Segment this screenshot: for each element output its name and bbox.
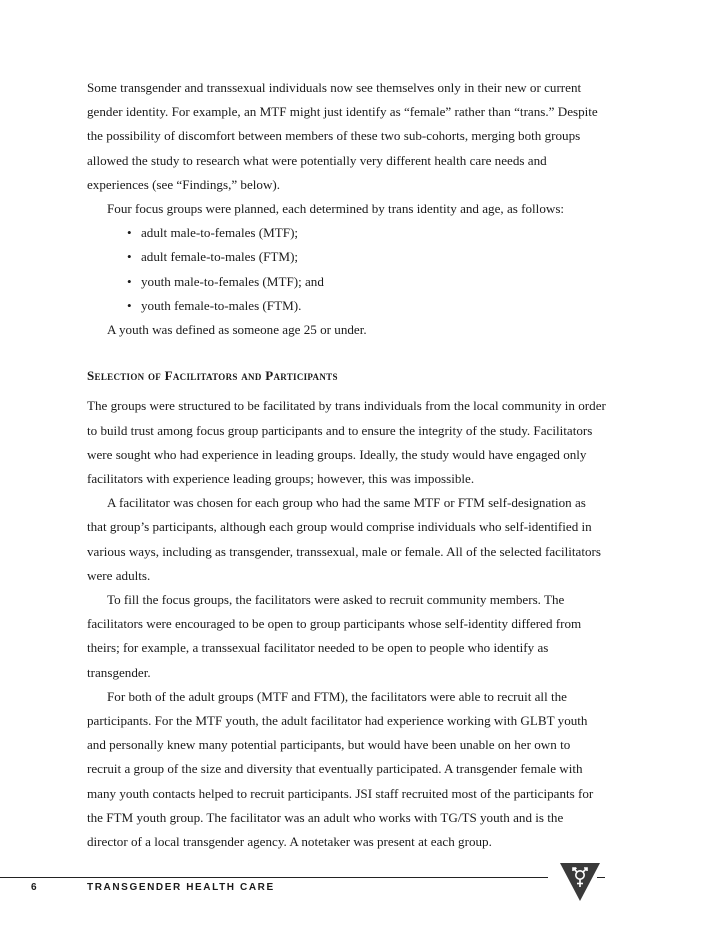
section-heading: Selection of Facilitators and Participants [87, 368, 338, 384]
paragraph: To fill the focus groups, the facilitators were asked to recruit community members. The facilitators were encouraged to be open to group participants whose self-identity differed from theirs; for example, a transsexual facilitator needed to be open to people who identify as transgender. [87, 592, 582, 680]
footer-divider [0, 877, 548, 878]
paragraph: For both of the adult groups (MTF and FTM), the facilitators were able to recruit all the participants. For the MTF youth, the adult facilitator had experience working with GLBT youth and personally knew many potential participants, but would have been unable on her own to recruit a group of the size and diversity that eventually participated. A transgender female with many youth contacts helped to recruit participants. JSI staff recruited most of the participants for the FTM youth group. The facilitator was an adult who works with TG/TS youth and is the director of a local transgender agency. A notetaker was present at each group. [87, 688, 594, 850]
focus-group-list [87, 221, 607, 318]
list-item [87, 221, 607, 245]
running-title: TRANSGENDER HEALTH CARE [87, 882, 275, 893]
list-item [87, 245, 607, 269]
list-item [87, 270, 607, 294]
list-item-text: adult male-to-females (MTF); [141, 225, 299, 241]
transgender-symbol-triangle-icon [559, 862, 601, 902]
list-item-text: youth male-to-females (MTF); and [141, 273, 324, 289]
paragraph: A youth was defined as someone age 25 or under. [107, 322, 367, 338]
list-item-text: youth female-to-males (FTM). [141, 297, 302, 313]
paragraph: The groups were structured to be facilitated by trans individuals from the local community in order to build trust among focus group participants and to ensure the integrity of the study. Facilitators were sought who had experience in leading groups. Ideally, the study would have engaged only facilitators with experience leading groups; however, this was impossible. [87, 398, 606, 487]
list-item [87, 294, 607, 318]
page-number: 6 [31, 882, 37, 893]
paragraph: Four focus groups were planned, each determined by trans identity and age, as follows: [107, 201, 565, 217]
text-column [87, 76, 607, 854]
paragraph: A facilitator was chosen for each group who had the same MTF or FTM self-designation as that group’s participants, although each group would comprise individuals who self-identified in various ways, including as transgender, transsexual, male or female. All of the selected facilitators were adults. [87, 495, 601, 583]
paragraph: Some transgender and transsexual individuals now see themselves only in their new or current gender identity. For example, an MTF might just identify as “female” rather than “trans.” Despite the possibility of discomfort between members of these two sub-cohorts, merging both groups allowed the study to research what were potentially very different health care needs and experiences (see “Findings,” below). [87, 80, 598, 192]
list-item-text: adult female-to-males (FTM); [141, 249, 299, 265]
